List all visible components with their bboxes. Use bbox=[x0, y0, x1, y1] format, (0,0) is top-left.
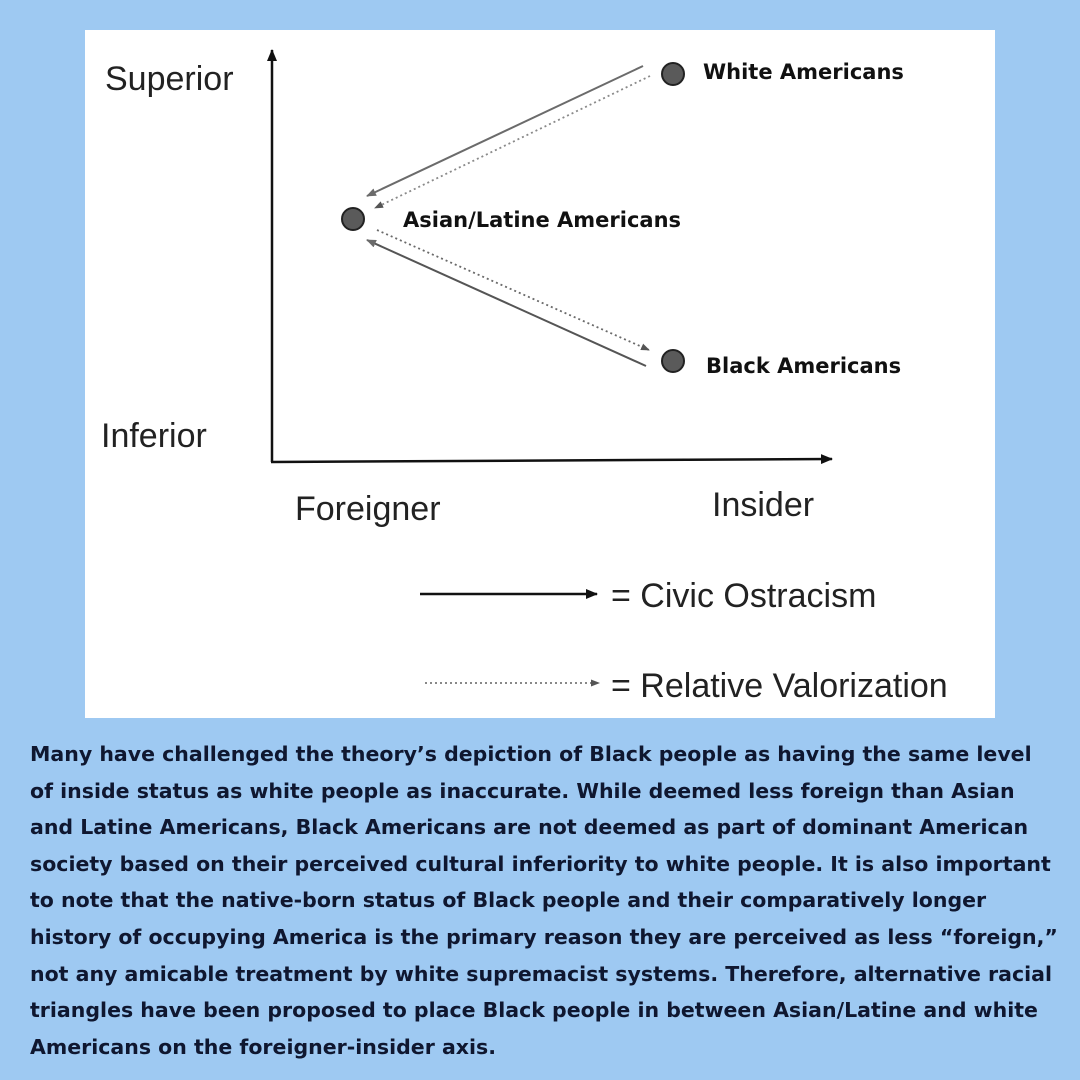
y-axis-top-label: Superior bbox=[105, 60, 234, 98]
node-black-americans bbox=[662, 350, 684, 372]
ostracism-arrow-white-to-asian bbox=[367, 66, 643, 196]
valorization-arrow-white-to-asian bbox=[375, 76, 650, 208]
node-white-americans bbox=[662, 63, 684, 85]
racial-triangle-diagram bbox=[85, 30, 995, 718]
node-asian-latine-americans bbox=[342, 208, 364, 230]
x-axis-left-label: Foreigner bbox=[295, 490, 441, 528]
y-axis-bottom-label: Inferior bbox=[101, 417, 207, 455]
ostracism-arrow-black-to-asian bbox=[367, 240, 646, 366]
valorization-arrow-asian-to-black bbox=[377, 230, 649, 350]
node-label-white-americans: White Americans bbox=[703, 60, 904, 84]
legend-relative-valorization-label: = Relative Valorization bbox=[611, 667, 948, 705]
node-label-black-americans: Black Americans bbox=[706, 354, 902, 378]
legend-civic-ostracism-label: = Civic Ostracism bbox=[611, 577, 877, 615]
x-axis bbox=[271, 459, 832, 462]
x-axis-right-label: Insider bbox=[712, 486, 815, 524]
diagram-card bbox=[85, 30, 995, 718]
node-label-asian-latine-americans: Asian/Latine Americans bbox=[403, 208, 682, 232]
caption-text: Many have challenged the theory’s depiction of Black people as having the same level of inside status as white people as inaccurate. While deemed less foreign than Asian and Latine Americans, Black Americans are not deemed as part of dominant American society based on their perceived cultural inferiority to white people. It is also important to note that the native-born status of Black people and their comparatively longer history of occupying America is the primary reason they are perceived as less “foreign,” not any amicable treatment by white supremacist systems. Therefore, alternative racial triangles have been proposed to place Black people in between Asian/Latine and white Americans on the foreigner-insider axis. bbox=[30, 742, 1058, 1059]
